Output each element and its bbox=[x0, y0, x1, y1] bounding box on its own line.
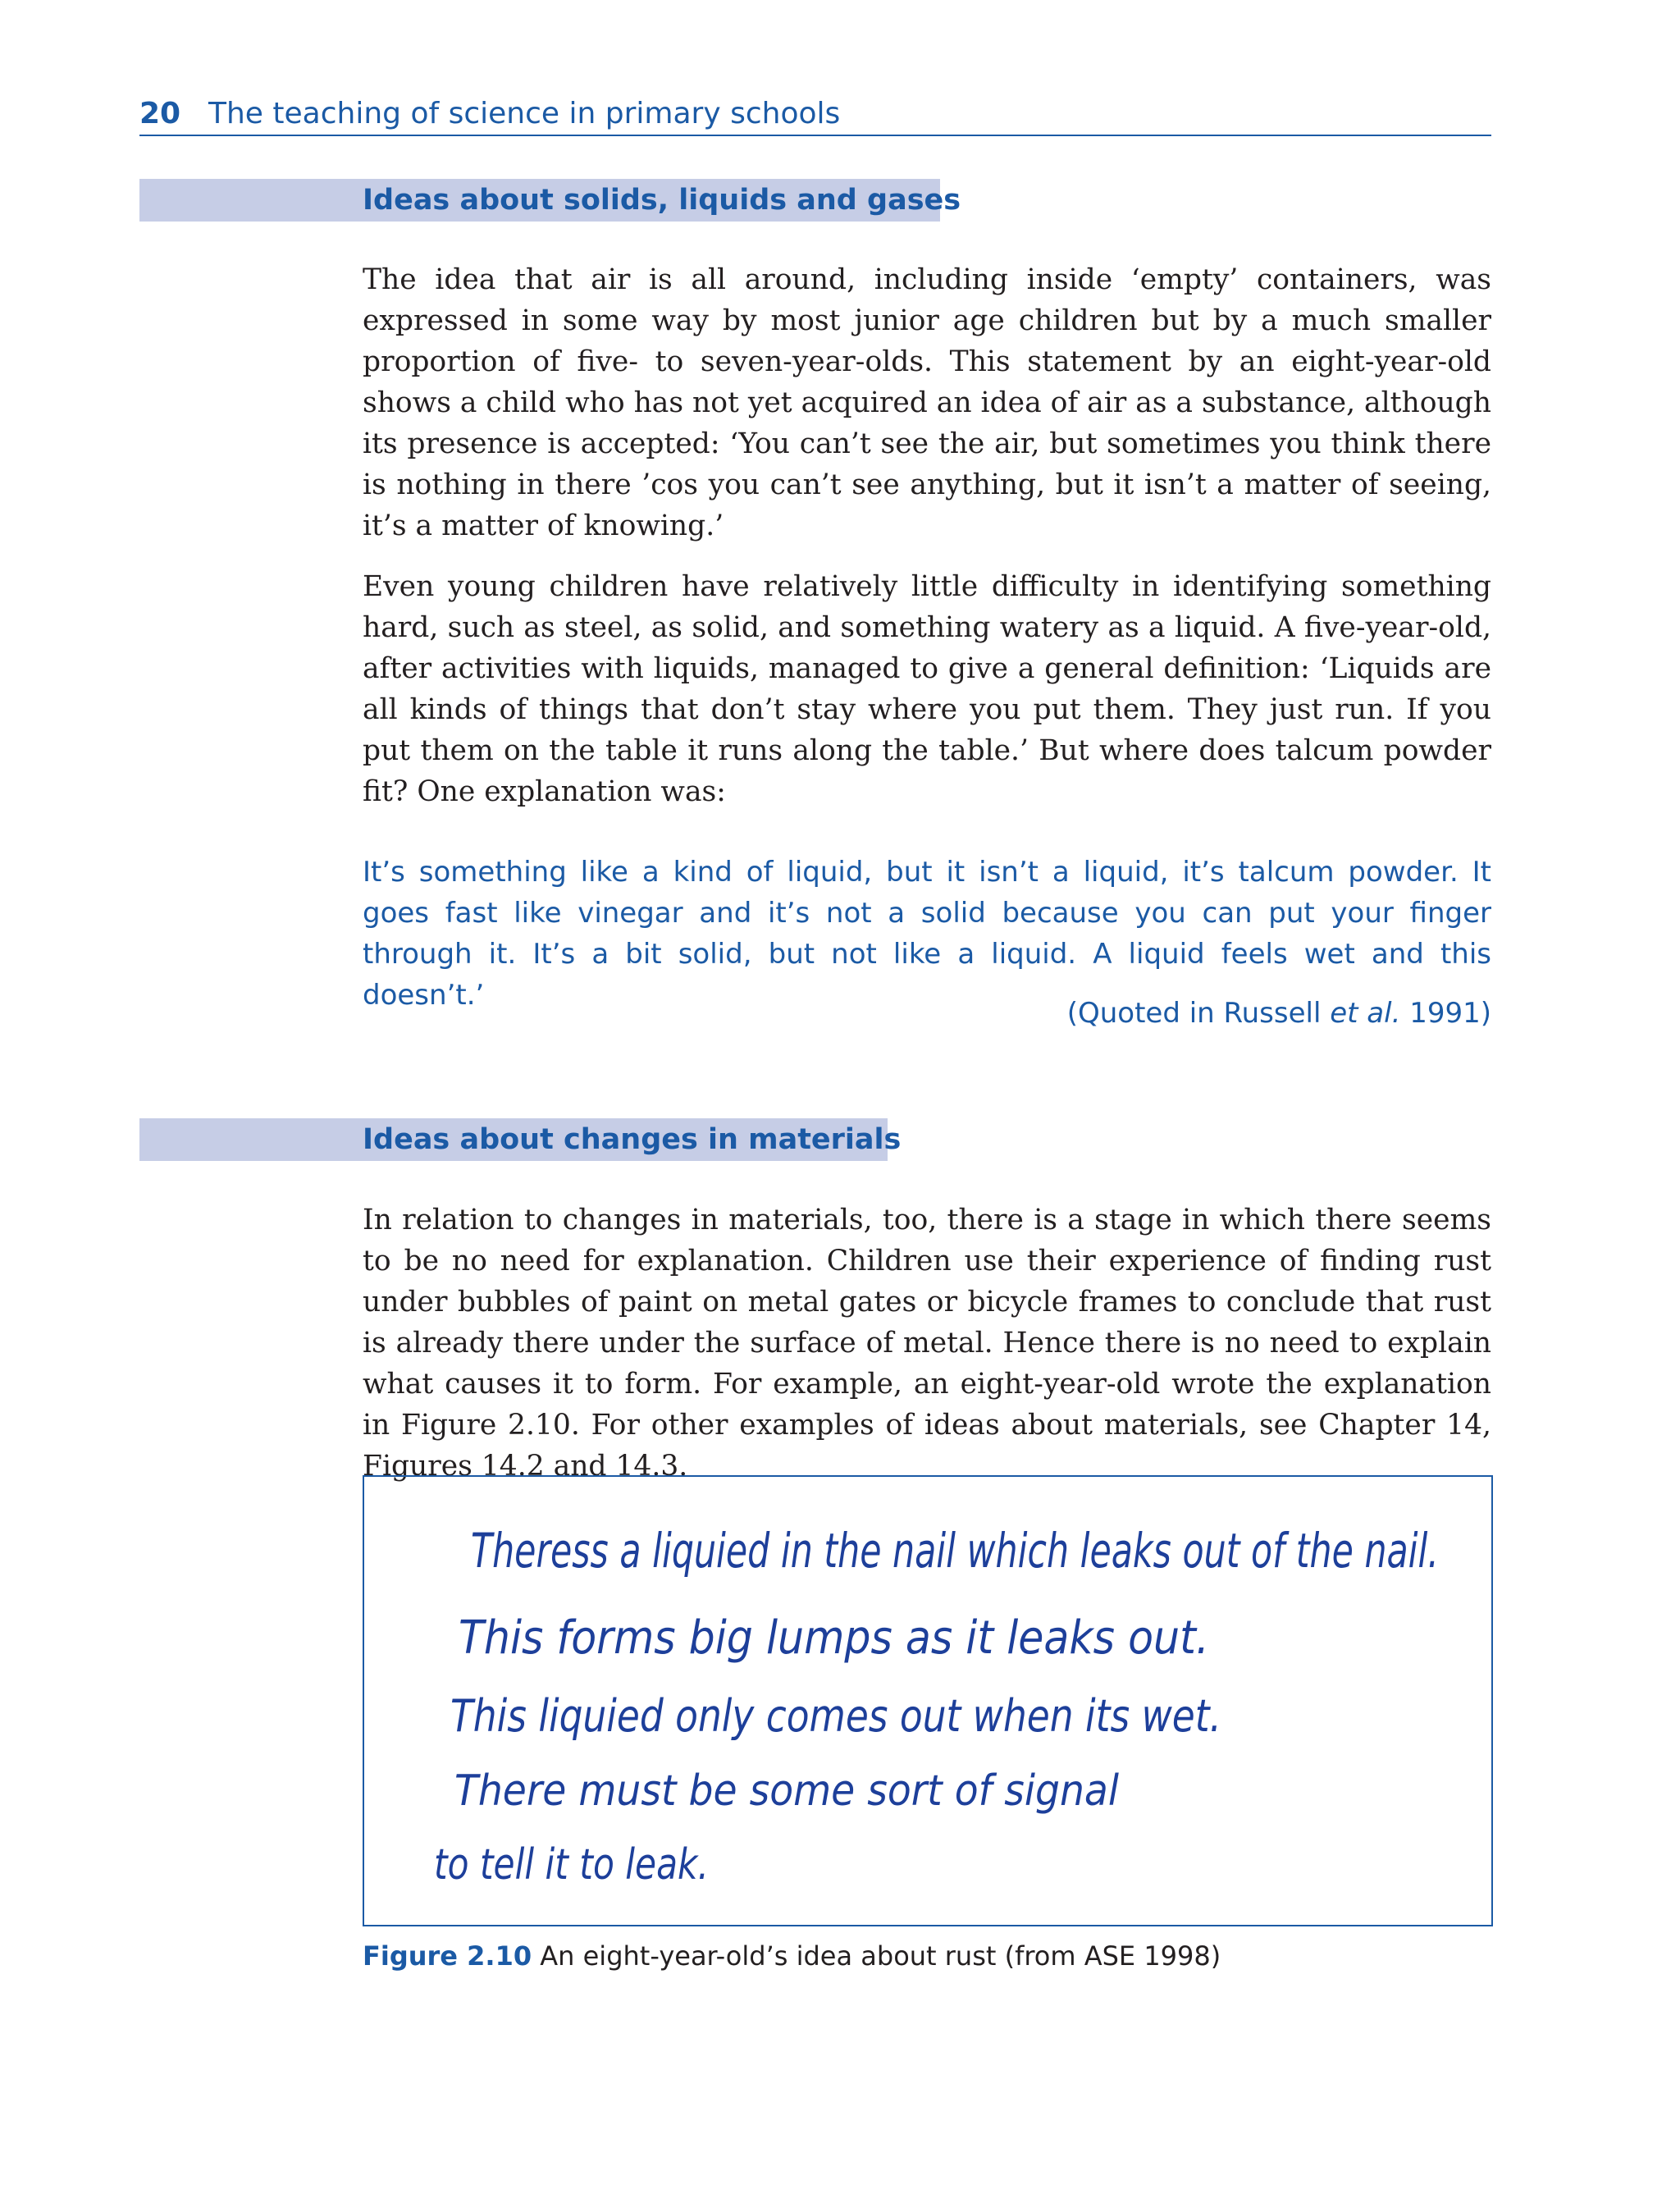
figure-handwriting-box bbox=[363, 1475, 1493, 1926]
handwriting-line: This forms big lumps as it leaks out. bbox=[459, 1611, 1209, 1665]
running-head bbox=[139, 92, 1491, 136]
citation-suffix: 1991) bbox=[1400, 997, 1491, 1030]
citation-prefix: (Quoted in Russell bbox=[1066, 997, 1331, 1030]
quote-citation bbox=[1067, 997, 1491, 1030]
section-heading-changes: Ideas about changes in materials bbox=[363, 1123, 902, 1156]
running-head-title: The teaching of science in primary schools bbox=[208, 97, 841, 130]
handwriting-image bbox=[364, 1477, 1491, 1925]
section-heading-bar-solids bbox=[139, 179, 961, 222]
citation-italic: et al. bbox=[1330, 997, 1401, 1030]
paragraph-changes: In relation to changes in materials, too, there is a stage in which there seems to be no need for explanation. Children use their experience of finding rust under bubbles of paint on metal gates or bicycle frames to conclude that rust is already there under the surface of metal. Hence there is no need to explain what causes it to form. For example, an eight-year-old wrote the explanation in Figure 2.10. For other examples of ideas about materials, see Chapter 14, Figures 14.2 and 14.3. bbox=[363, 1204, 1491, 1483]
section-heading-bar-changes bbox=[139, 1118, 902, 1161]
quote-talcum: It’s something like a kind of liquid, but it isn’t a liquid, it’s talcum powder. It goes fast like vinegar and it’s not a solid because you can put your finger through it. It’s a bit solid, but not like a liquid. A liquid feels wet and this doesn’t.’ bbox=[363, 856, 1491, 1012]
paragraph-air: The idea that air is all around, including inside ‘empty’ containers, was expressed in some way by most junior age children but by a much smaller proportion of five- to seven-year-olds. This statement by an eight-year-old shows a child who has not yet acquired an idea of air as a substance, although its presence is accepted: ‘You can’t see the air, but sometimes you think there is nothing in there ’cos you can’t see anything, but it isn’t a matter of seeing, it’s a matter of knowing.’ bbox=[363, 263, 1491, 542]
handwriting-line: Theress a liquied in the nail which leaks out of the nail. bbox=[471, 1523, 1439, 1579]
figure-caption-text: An eight-year-old’s idea about rust (from ASE 1998) bbox=[532, 1940, 1221, 1972]
section-heading-solids: Ideas about solids, liquids and gases bbox=[363, 184, 961, 217]
page-number: 20 bbox=[139, 97, 181, 130]
handwriting-line: There must be some sort of signal bbox=[454, 1766, 1120, 1816]
handwriting-line: This liquied only comes out when its wet. bbox=[450, 1690, 1221, 1742]
figure-label: Figure 2.10 bbox=[363, 1940, 532, 1972]
paragraph-liquids: Even young children have relatively little difficulty in identifying something hard, such as steel, as solid, and something watery as a liquid. A five-year-old, after activities with liquids, managed to give a general definition: ‘Liquids are all kinds of things that don’t stay where you put them. They just run. If you put them on the table it runs along the table.’ But where does talcum powder fit? One explanation was: bbox=[363, 570, 1491, 808]
handwriting-line: to tell it to leak. bbox=[434, 1840, 709, 1890]
figure-caption bbox=[363, 1940, 1221, 1972]
